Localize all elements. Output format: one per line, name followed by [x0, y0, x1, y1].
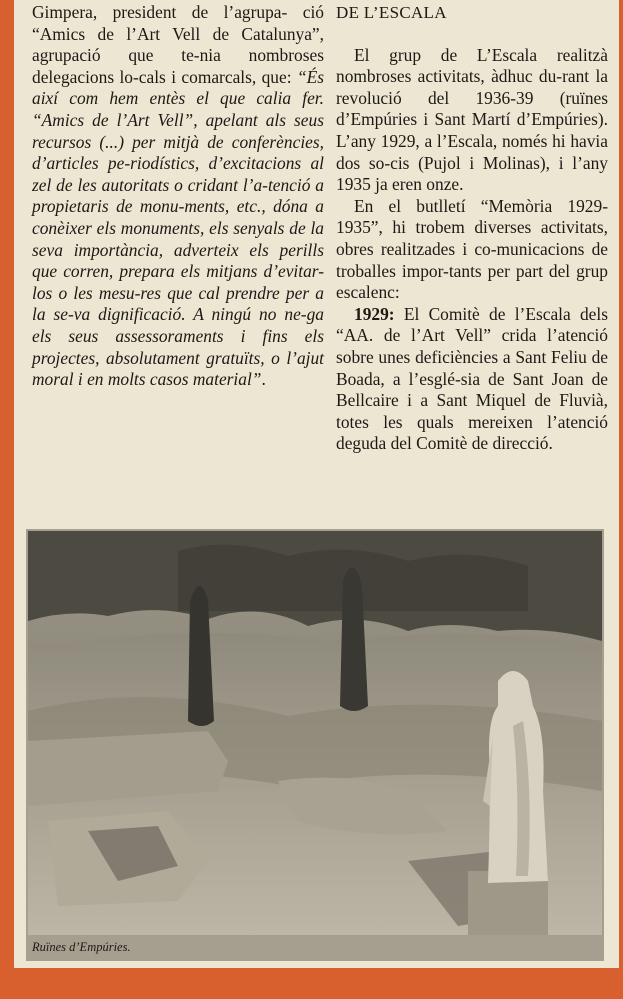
left-column-text [32, 2, 324, 391]
left-plain-text: ció “Amics de l’Art Vell de Catalunya”, agrupació que te-nia nombroses delegacions lo-cals i comarcals, que: [32, 2, 324, 87]
paragraph-3 [336, 304, 608, 455]
year-label: 1929: [354, 303, 395, 324]
paragraph-3-text: El Comitè de l’Escala dels “AA. de l’Art Vell” crida l’atenció sobre unes deficiències a Sant Feliu de Boada, a l’esglé-sia de Sant Joan de Bellcaire i a Sant Miquel de Fluvià, totes les quals mereixen l’atenció deguda del Comitè de direcció. [336, 303, 608, 454]
left-italic-quote: “És així com hem entès el que calia fer. “Amics de l’Art Vell”, apelant als seus recursos (...) per mitjà de conferències, d’articles pe-riodístics, d’excitacions al zel de les autoritats o cridant l’a-tenció a propietaris de monu-ments, etc., dóna a conèixer els monuments, els senyals de la seva importància, adverteix els perills que corren, prepara els mitjans d’evitar-los o les mesu-res que cal prendre per a la se-va dignificació. A ningú no ne-ga els seus assessoraments i fins els projectes, absolutament gratuïts, o l’ajut moral i en molts casos material” [32, 66, 324, 390]
left-end-mark: . [261, 369, 266, 390]
section-heading: DE L’ESCALA [336, 3, 447, 22]
left-line-1: Gimpera, president de l’agrupa- [32, 2, 288, 22]
paragraph-1: El grup de L’Escala realitzà nombroses activitats, àdhuc du-rant la revolució del 1936-39 (ruïnes d’Empúries i Sant Martí d’Empúries). L’any 1929, a l’Escala, només hi havia dos so-cis (Pujol i Molinas), i l’any 1935 ja eren onze. [336, 44, 608, 195]
paragraph-2: En el butlletí “Memòria 1929-1935”, hi trobem diverses activitats, obres realitzades i co-municacions de troballes impor-tants per part del grup escalenc: [336, 195, 608, 303]
photo-frame [26, 529, 604, 961]
left-column [32, 2, 324, 391]
right-column [336, 2, 608, 455]
newspaper-page [14, 0, 619, 968]
photo-caption: Ruïnes d’Empúries. [32, 940, 131, 954]
ruins-photo [28, 531, 602, 935]
